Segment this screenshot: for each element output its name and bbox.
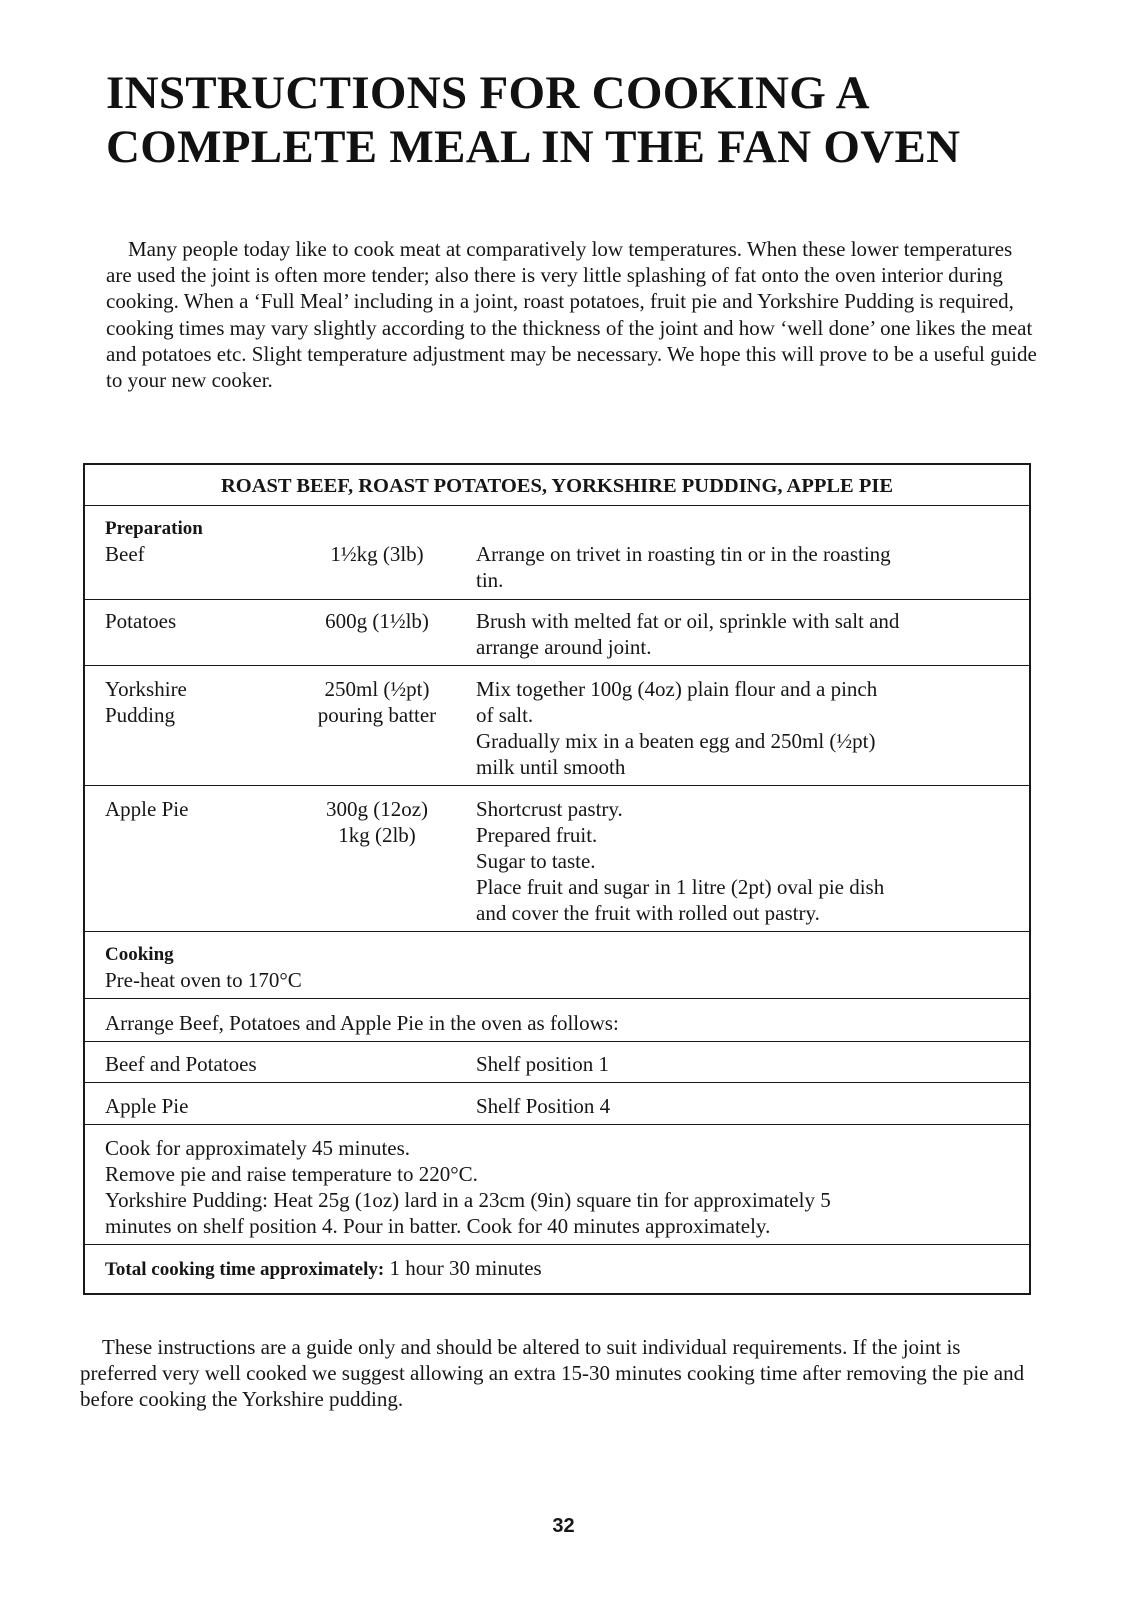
qty-apple-pie-1: 300g (12oz) bbox=[325, 797, 429, 821]
row-divider bbox=[85, 998, 1029, 999]
item-yorkshire-1: Yorkshire bbox=[105, 677, 187, 701]
cooking-label: Cooking bbox=[105, 944, 174, 965]
total-time-value: 1 hour 30 minutes bbox=[389, 1256, 542, 1280]
item-apple-pie: Apple Pie bbox=[105, 797, 189, 821]
desc-potatoes-1: Brush with melted fat or oil, sprinkle with salt and bbox=[476, 609, 900, 633]
desc-apple-pie-4: Place fruit and sugar in 1 litre (2pt) oval pie dish bbox=[476, 875, 885, 899]
item-potatoes: Potatoes bbox=[105, 609, 177, 633]
qty-potatoes: 600g (1½lb) bbox=[325, 609, 429, 633]
qty-apple-pie-2: 1kg (2lb) bbox=[338, 823, 416, 847]
shelf-item-beef-potatoes: Beef and Potatoes bbox=[105, 1052, 257, 1076]
desc-apple-pie-5: and cover the fruit with rolled out pastry. bbox=[476, 901, 820, 925]
desc-apple-pie-1: Shortcrust pastry. bbox=[476, 797, 623, 821]
row-divider bbox=[85, 665, 1029, 666]
intro-paragraph: Many people today like to cook meat at comparatively low temperatures. When these lower temperatures are used the joint is often more tender; also there is very little splashing of fat onto the oven interior during cooking. When a ‘Full Meal’ including in a joint, roast potatoes, fruit pie and Yorkshire Pudding is required, cooking times may vary slightly according to the thickness of the joint and how ‘well done’ one likes the meat and potatoes etc. Slight temperature adjustment may be necessary. We hope this will prove to be a useful guide to your new cooker. bbox=[106, 237, 1037, 393]
table-heading: ROAST BEEF, ROAST POTATOES, YORKSHIRE PUDDING, APPLE PIE bbox=[220, 475, 894, 497]
desc-potatoes-2: arrange around joint. bbox=[476, 635, 652, 659]
cook-line-3: Yorkshire Pudding: Heat 25g (1oz) lard in a 23cm (9in) square tin for approximately 5 bbox=[105, 1188, 831, 1212]
row-divider bbox=[85, 505, 1029, 506]
qty-beef: 1½kg (3lb) bbox=[330, 542, 424, 566]
desc-yorkshire-4: milk until smooth bbox=[476, 755, 626, 779]
shelf-position-apple-pie: Shelf Position 4 bbox=[476, 1094, 611, 1118]
page-title bbox=[106, 66, 1066, 174]
desc-apple-pie-2: Prepared fruit. bbox=[476, 823, 598, 847]
total-time bbox=[105, 1255, 542, 1283]
row-divider bbox=[85, 599, 1029, 600]
row-divider bbox=[85, 1082, 1029, 1083]
item-yorkshire-2: Pudding bbox=[105, 703, 176, 727]
qty-yorkshire-1: 250ml (½pt) bbox=[324, 677, 430, 701]
row-divider bbox=[85, 785, 1029, 786]
title-line-1: INSTRUCTIONS FOR COOKING A bbox=[106, 67, 870, 119]
row-divider bbox=[85, 1041, 1029, 1042]
page-number: 32 bbox=[552, 1515, 575, 1537]
cook-line-4: minutes on shelf position 4. Pour in batter. Cook for 40 minutes approximately. bbox=[105, 1214, 771, 1238]
title-line-2: COMPLETE MEAL IN THE FAN OVEN bbox=[106, 121, 961, 173]
cook-line-2: Remove pie and raise temperature to 220°C. bbox=[105, 1162, 478, 1186]
total-time-label: Total cooking time approximately: bbox=[105, 1259, 385, 1280]
desc-beef-2: tin. bbox=[476, 568, 504, 592]
closing-paragraph: These instructions are a guide only and should be altered to suit individual requirements. If the joint is preferred very well cooked we suggest allowing an extra 15-30 minutes cooking time after removing the pie and before cooking the Yorkshire pudding. bbox=[80, 1335, 1025, 1412]
item-beef: Beef bbox=[105, 542, 145, 566]
row-divider bbox=[85, 931, 1029, 932]
arrange-text: Arrange Beef, Potatoes and Apple Pie in the oven as follows: bbox=[105, 1011, 619, 1035]
shelf-item-apple-pie: Apple Pie bbox=[105, 1094, 189, 1118]
desc-beef-1: Arrange on trivet in roasting tin or in the roasting bbox=[476, 542, 891, 566]
desc-apple-pie-3: Sugar to taste. bbox=[476, 849, 596, 873]
shelf-position-beef-potatoes: Shelf position 1 bbox=[476, 1052, 610, 1076]
preparation-label: Preparation bbox=[105, 518, 203, 539]
desc-yorkshire-1: Mix together 100g (4oz) plain flour and a pinch bbox=[476, 677, 878, 701]
recipe-table bbox=[83, 463, 1031, 1295]
row-divider bbox=[85, 1124, 1029, 1125]
preheat-text: Pre-heat oven to 170°C bbox=[105, 968, 302, 992]
row-divider bbox=[85, 1244, 1029, 1245]
desc-yorkshire-2: of salt. bbox=[476, 703, 534, 727]
qty-yorkshire-2: pouring batter bbox=[317, 703, 437, 727]
desc-yorkshire-3: Gradually mix in a beaten egg and 250ml (½pt) bbox=[476, 729, 876, 753]
cook-line-1: Cook for approximately 45 minutes. bbox=[105, 1136, 411, 1160]
